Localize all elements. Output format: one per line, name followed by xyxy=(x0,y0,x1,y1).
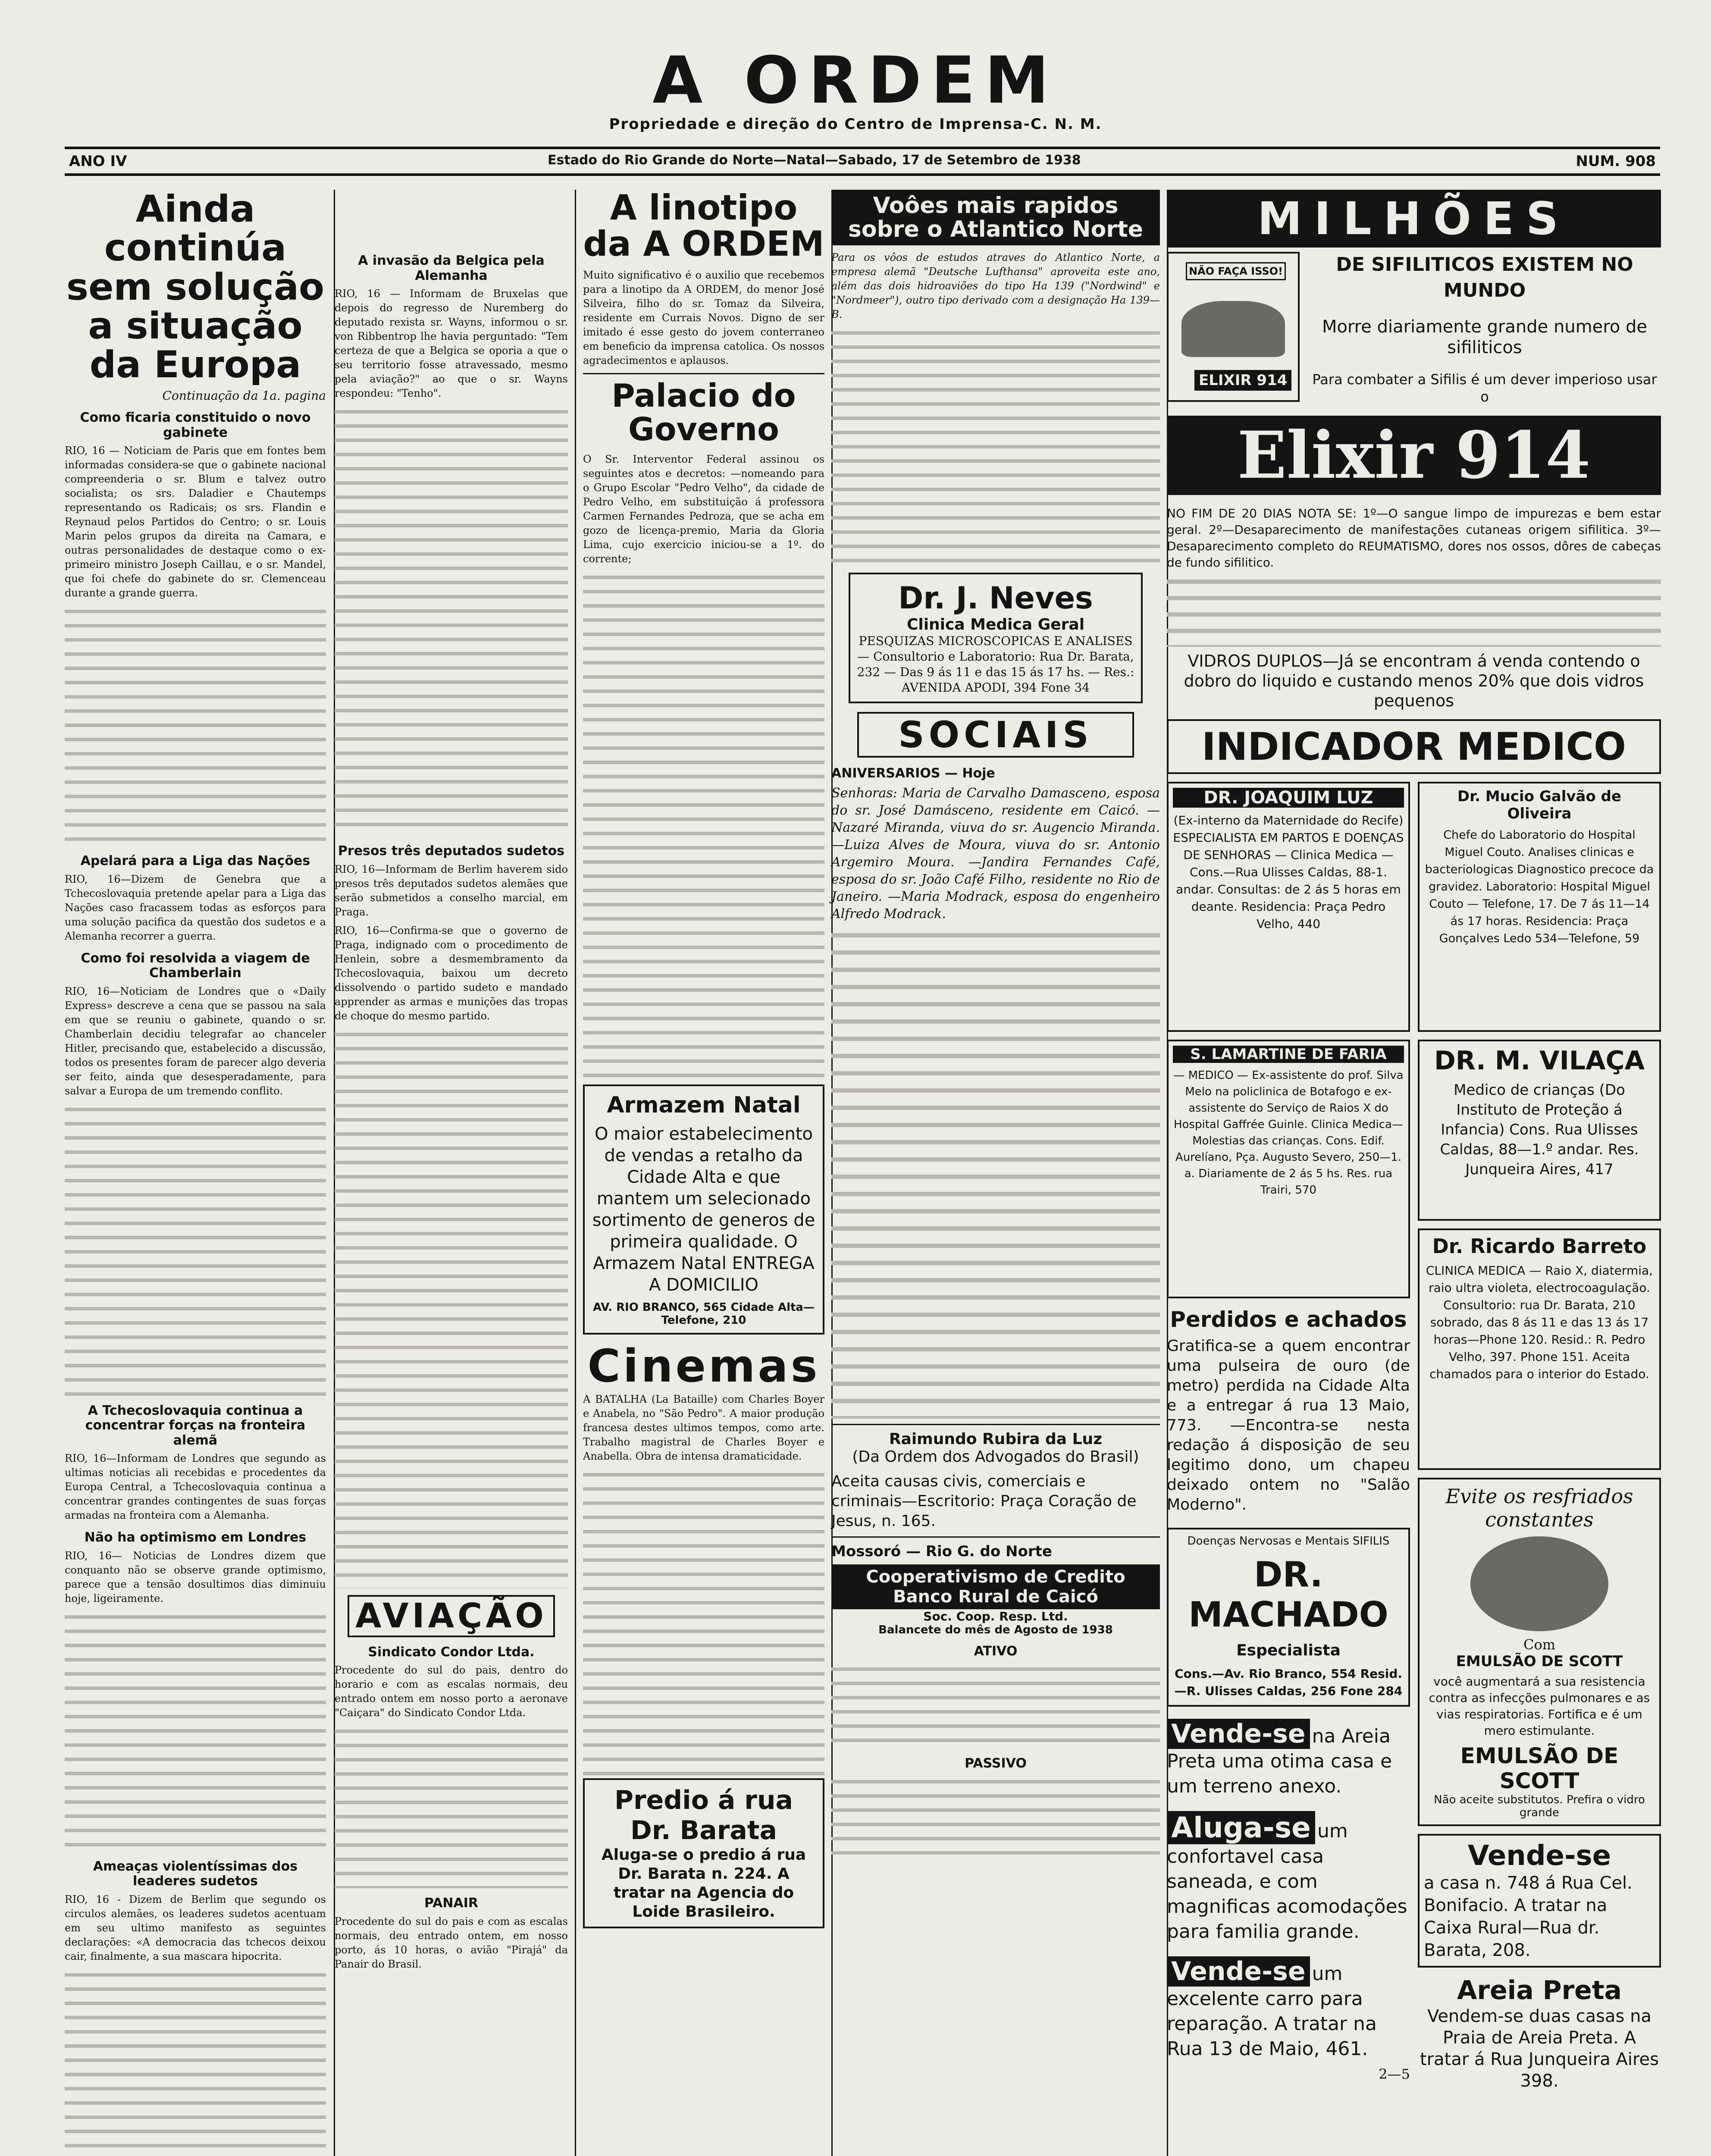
doctor-card xyxy=(1418,1228,1661,1470)
vende2-text: a casa n. 748 á Rua Cel. Bonifacio. A tratar na Caixa Rural—Rua dr. Barata, 208. xyxy=(1424,1873,1633,1960)
filler-text xyxy=(65,1968,326,2156)
filler-text xyxy=(65,1610,326,1852)
doctor-name: Dr. Ricardo Barreto xyxy=(1432,1235,1647,1258)
section-title: Ameaças violentíssimas dos leaderes sudetos xyxy=(93,1858,298,1889)
doctor-text: Medico de crianças (Do Instituto de Proteção á Infancia) Cons. Rua Ulisses Caldas, 88—1.º andar. Res. Junqueira Aires, 417 xyxy=(1440,1081,1639,1178)
perdidos-title: Perdidos e achados xyxy=(1170,1307,1407,1332)
indicador-medico: INDICADOR MEDICO xyxy=(1167,719,1661,774)
vende3-ad xyxy=(1167,1956,1410,2062)
armazem-address: AV. RIO BRANCO, 565 Cidade Alta—Telefone, 210 xyxy=(593,1301,815,1327)
date: Estado do Rio Grande do Norte—Natal—Sabado, 17 de Setembro de 1938 xyxy=(548,153,1081,168)
article-text: RIO, 16—Informam de Londres que segundo as ultimas noticias ali recebidas e procedentes da Europa Central, a Tchecoslovaquia continua a concentrar grandes contingentes de suas forças armadas na fronteira com a Alemanha. xyxy=(65,1452,326,1522)
filler-text xyxy=(831,326,1160,567)
aviacao-text: Procedente do sul do pais, dentro do horario e com as escalas normais, deu entrado ontem em nosso porto a aeronave "Caiçara" do Sindicato Condor Ltda. xyxy=(335,1664,568,1719)
areia-title: Areia Preta xyxy=(1457,1975,1622,2006)
machado-pre: Doenças Nervosas e Mentais SIFILIS xyxy=(1187,1535,1390,1548)
doctor-text: — MEDICO — Ex-assistente do prof. Silva Melo na policlinica de Botafogo e ex-assistente do Serviço de Raios X do Hospital Gaffrée Guinle. Clinica Medica—Molestias das crianças. Cons. Edif. Aurelíano, Pça. Augusto Severo, 250—1. a. Diariamente de 2 ás 5 hs. Res. rua Trairi, 570 xyxy=(1173,1069,1404,1197)
elixir-text: NO FIM DE 20 DIAS NOTA SE: 1º—O sangue limpo de impurezas e bem estar geral. 2º—Desaparecimento de manifestações cutaneas origem sifilitica. 3º—Desaparecimento completo do REUMATISMO, dores nos ossos, dôres de cabeças de fundo sifilitico. xyxy=(1167,506,1661,570)
neves-title: Dr. J. Neves xyxy=(898,580,1093,616)
doctor-text: CLINICA MEDICA — Raio X, diatermia, raio ultra violeta, electrocoagulação. Consultorio: rua Dr. Barata, 210 sobrado, das 8 ás 11 e das 13 ás 17 horas—Phone 120. Resid.: R. Pedro Velho, 397. Phone 151. Aceita chamados para o interior do Estado. xyxy=(1426,1263,1653,1381)
filler-text xyxy=(1167,573,1661,647)
machado-sub: Especialista xyxy=(1236,1642,1341,1659)
filler-text xyxy=(65,1103,326,1396)
vende2-title: Vende-se xyxy=(1467,1840,1611,1872)
areia-text: Vendem-se duas casas na Praia de Areia Preta. A tratar á Rua Junqueira Aires 398. xyxy=(1420,2006,1659,2091)
article-text: RIO, 16—Informam de Berlim haverem sido presos três deputados sudetos alemães que serão submetidos a conselho marcial, em Praga. xyxy=(335,863,568,918)
emulsao-tag: Não aceite substitutos. Prefira o vidro grande xyxy=(1434,1793,1645,1819)
article-text: RIO, 16—Confirma-se que o governo de Praga, indignado com o procedimento de Henlein, sobre a desmembramento da Tchecoslovaquia, baixou um decreto dissolvendo o partido sudeto e mandado apprender as armas e munições das tropas de choque do mesmo partido. xyxy=(335,924,568,1022)
armazem-title: Armazem Natal xyxy=(607,1092,801,1119)
filler-text xyxy=(831,1775,1160,1861)
linotipo-headline: A linotipo da A ORDEM xyxy=(583,188,824,264)
doctor-name: DR. JOAQUIM LUZ xyxy=(1173,788,1404,808)
raimundo-title: Raimundo Rubira da Luz xyxy=(889,1430,1103,1448)
article-text: RIO, 16—Noticiam de Londres que o «Daily Express» descreve a cena que se passou na sala em que se reuniu o gabinete, quando o sr. Chamberlain decidiu telegrafar ao chanceler Hitler, precisando que, estabelecido a discussão, todos os presentes foram de parecer algo deveria ser feito, ainda que desesperadamente, para salvar a Europa de um tremendo conflito. xyxy=(65,985,326,1097)
section-title: Como foi resolvida a viagem de Chamberlain xyxy=(81,950,310,981)
machado-ad xyxy=(1167,1528,1410,1707)
man-illustration xyxy=(1470,1536,1608,1631)
raimundo-text: Aceita causas civis, comerciais e criminais—Escritorio: Praça Coração de Jesus, n. 165. xyxy=(831,1472,1137,1530)
filler-text xyxy=(831,927,1160,1419)
vende1-ad xyxy=(1167,1719,1410,1799)
doctor-name: Dr. Mucio Galvão de Oliveira xyxy=(1457,788,1622,822)
banco-ativo: ATIVO xyxy=(974,1643,1018,1659)
vende3-title: Vende-se xyxy=(1167,1956,1310,1987)
elixir-banner: Elixir 914 xyxy=(1167,416,1661,495)
elixir-small-label: ELIXIR 914 xyxy=(1194,370,1291,391)
vende1-title: Vende-se xyxy=(1167,1719,1310,1749)
banco-balance: Balancete do mês de Agosto de 1938 xyxy=(878,1623,1113,1636)
filler-text xyxy=(335,1724,568,1888)
column-2 xyxy=(335,190,576,2156)
armazem-text: O maior estabelecimento de vendas a retalho da Cidade Alta e que mantem um selecionado sortimento de generos de primeira qualidade. O Armazem Natal ENTREGA A DOMICILIO xyxy=(592,1124,815,1295)
section-title: Não ha optimismo em Londres xyxy=(84,1530,307,1545)
doctor-text: Chefe do Laboratorio do Hospital Miguel Couto. Analises clinicas e bacteriologicas Diagnostico precoce da gravidez. Laboratorio: Hospital Miguel Couto — Telefone, 17. De 7 ás 11—14 ás 17 horas. Residencia: Praça Gonçalves Ledo 534—Telefone, 59 xyxy=(1425,828,1654,945)
filler-text xyxy=(335,1028,568,1588)
vidros-text: VIDROS DUPLOS—Já se encontram á venda contendo o dobro do liquido e custando menos 20% que dois vidros pequenos xyxy=(1184,652,1644,710)
aluga-ad xyxy=(1167,1811,1410,1944)
article-text: RIO, 16 - Dizem de Berlim que segundo os circulos alemães, os leaderes sudetos acentuam em seu ultimo manifesto as seguintes declarações: «A democracia das tchecos deixou cair, finalmente, a sua mascara hipocrita. xyxy=(65,1893,326,1962)
filler-text xyxy=(335,405,568,836)
cinemas-text: A BATALHA (La Bataille) com Charles Boyer e Anabela, no "São Pedro". A maior produção francesa destes ultimos tempos, como arte. Trabalho magistral de Charles Boyer e Anabella. Obra de intensa dramaticidade. xyxy=(583,1393,824,1463)
milhoes-banner: MILHÕES xyxy=(1167,190,1661,248)
emulsao-slogan: Evite os resfriados constantes xyxy=(1445,1485,1633,1531)
filler-text xyxy=(65,605,326,846)
filler-text xyxy=(583,570,824,1079)
milhoes-text3: Para combater a Sifilis é um dever imperioso usar o xyxy=(1312,371,1657,405)
milhoes-text2: Morre diariamente grande numero de sifiliticos xyxy=(1322,317,1648,357)
milhoes-text: DE SIFILITICOS EXISTEM NO MUNDO xyxy=(1336,254,1633,301)
section-title: A Tchecoslovaquia continua a concentrar forças na fronteira alemã xyxy=(85,1403,306,1448)
dateline xyxy=(65,147,1660,176)
doctor-name: DR. M. VILAÇA xyxy=(1434,1046,1645,1076)
masthead xyxy=(0,0,1711,181)
doctor-text: (Ex-interno da Maternidade do Recife) ESPECIALISTA EM PARTOS E DOENÇAS DE SENHORAS — Clinica Medica — Cons.—Rua Ulisses Caldas, 88-1. andar. Consultas: de 2 ás 5 horas em deante. Residencia: Praça Pedro Velho, 440 xyxy=(1173,813,1404,931)
newspaper-subtitle: Propriedade e direção do Centro de Imprensa-C. N. M. xyxy=(609,116,1102,133)
section-title: Apelará para a Liga das Nações xyxy=(80,853,310,869)
emulsao-label: EMULSÃO DE SCOTT xyxy=(1460,1743,1619,1793)
doctor-card xyxy=(1167,782,1410,1032)
doctor-card xyxy=(1167,1040,1410,1298)
filler-text xyxy=(831,1662,1160,1749)
perdidos-text: Gratifica-se a quem encontrar uma pulseira de ouro (de metro) perdida na Cidade Alta e a entregar á rua 13 Maio, 773. —Encontra-se nesta redação á disposição de seu legitimo dono, um chapeu deixado ontem no "Salão Moderno". xyxy=(1167,1337,1410,1514)
issue-number: NUM. 908 xyxy=(1576,153,1656,170)
armazem-ad xyxy=(583,1084,824,1335)
section-title: Como ficaria constituido o novo gabinete xyxy=(80,410,311,440)
filler-text xyxy=(583,1468,824,1778)
column-1 xyxy=(65,190,335,2156)
predio-text: Aluga-se o predio á rua Dr. Barata n. 224. A tratar na Agencia do Loide Brasileiro. xyxy=(601,1846,806,1921)
panair-text: Procedente do sul do pais e com as escalas normais, deu entrado ontem, em nosso porto, ás 10 horas, o avião "Pirajá" da Panair do Brasil. xyxy=(335,1915,568,1970)
aviacao-subtitle: Sindicato Condor Ltda. xyxy=(368,1644,535,1660)
perdidos-section xyxy=(1167,1307,1410,1515)
banco-sub: Soc. Coop. Resp. Ltd. xyxy=(923,1609,1068,1623)
machado-text: Cons.—Av. Rio Branco, 554 Resid.—R. Ulisses Caldas, 256 Fone 284 xyxy=(1174,1667,1403,1698)
neves-ad xyxy=(849,573,1143,703)
doctor-card xyxy=(1418,782,1661,1032)
areia-ad xyxy=(1418,1975,1661,2092)
palacio-headline: Palacio do Governo xyxy=(611,377,796,448)
banco-title: Cooperativismo de Credito Banco Rural de Caicó xyxy=(831,1564,1160,1609)
aviacao-title: AVIAÇÃO xyxy=(348,1595,555,1637)
newspaper-title: A ORDEM xyxy=(652,43,1059,118)
voos-text: Para os vôos de estudos atraves do Atlantico Norte, a empresa alemã "Deutsche Lufthansa" aproveita este ano, além das dois hidroaviões do tipo Ha 139 ("Nordwind" e "Nordmeer"), outro tipo derivado com a designação Ha 139—B. xyxy=(831,251,1160,321)
column-3 xyxy=(583,190,833,2156)
neves-sub: Clinica Medica Geral xyxy=(906,616,1085,634)
vende3-text: um excelente carro para reparação. A tratar na Rua 13 de Maio, 461. xyxy=(1167,1963,1377,2060)
emulsao-com: Com xyxy=(1523,1636,1556,1653)
doctor-name: S. LAMARTINE DE FARIA xyxy=(1173,1046,1404,1063)
article-text: RIO, 16—Dizem de Genebra que a Tchecoslovaquia pretende apelar para a Liga das Nações caso fracassem todas as esforços para uma solução pacifica da questão dos sudetos e a Alemanha recorrer a guerra. xyxy=(65,873,326,942)
footer-code: 2—5 xyxy=(1379,2066,1410,2082)
column-5 xyxy=(1167,190,1661,2156)
predio-ad xyxy=(583,1778,824,1928)
article-text: RIO, 16 — Noticiam de Paris que em fontes bem informadas considera-se que o gabinete nacional compreenderia o sr. Blum e talvez outro socialista; os srs. Daladier e Chautemps representando os Radicais; os srs. Flandin e Reynaud pelos Partidos do Centro; o sr. Louis Marin pelos grupos da direita na Camara, e outras personalidades de destaque como o ex-primeiro ministro Joseph Caillau, e o sr. Mandel, que foi chefe do gabinete do sr. Clemenceau durante a grande guerra. xyxy=(65,445,326,599)
voos-headline: Voôes mais rapidos sobre o Atlantico Norte xyxy=(831,190,1160,245)
sociais-title: SOCIAIS xyxy=(857,712,1134,758)
emulsao-text: você augmentará a sua resistencia contra as infecções pulmonares e as vias respiratorias. Fortifica e é um mero estimulante. xyxy=(1429,1674,1650,1738)
nao-faca-isso: NÃO FAÇA ISSO! xyxy=(1186,262,1286,280)
linotipo-text: Muito significativo é o auxilio que recebemos para a linotipo da A ORDEM, do menor José Silveira, filho do sr. Tomaz da Silveira, residente em Currais Novos. Digno de ser imitado é esse gesto do jovem conterraneo em beneficio da imprensa catolica. Os nossos agradecimentos e aplausos. xyxy=(583,269,824,367)
section-title: A invasão da Belgica pela Alemanha xyxy=(358,253,545,283)
neves-lines: PESQUIZAS MICROSCOPICAS E ANALISES — Consultorio e Laboratorio: Rua Dr. Barata, 232 — Das 9 ás 11 e das 15 ás 17 hs. — Res.: AVENIDA APODI, 394 Fone 34 xyxy=(857,634,1134,695)
banco-passivo: PASSIVO xyxy=(965,1756,1027,1771)
continuation-note: Continuação da 1a. pagina xyxy=(162,389,326,403)
sociais-text: Senhoras: Maria de Carvalho Damasceno, esposa do sr. José Damásceno, residente em Caicó. —Nazaré Miranda, viuva do sr. Augencio Miranda. —Luiza Alves de Moura, viuva do sr. Antonio Argemiro Moura. —Jandira Fernandes Café, esposa do sr. João Café Filho, residente no Rio de Janeiro. —Maria Modrack, esposa do engenheiro Alfredo Modrack. xyxy=(831,785,1160,921)
raimundo-sub: (Da Ordem dos Advogados do Brasil) xyxy=(852,1448,1139,1466)
doctor-card xyxy=(1418,1040,1661,1221)
column-4 xyxy=(831,190,1168,2156)
sociais-sub: ANIVERSARIOS — Hoje xyxy=(831,766,995,781)
palacio-text: O Sr. Interventor Federal assinou os seguintes atos e decretos: —nomeando para o Grupo Escolar "Pedro Velho", da cidade de Pedro Velho, em substituição á professora Carmen Fernandes Pedroza, que se acha em gozo de licença-premio, Maria da Gloria Lima, cujo exercicio iniciou-se a 1º. do corrente; xyxy=(583,453,824,565)
section-title: Presos três deputados sudetos xyxy=(338,843,565,859)
elixir-illustration xyxy=(1167,252,1300,402)
vende1-text: na Areia Preta uma otima casa e um terreno anexo. xyxy=(1167,1725,1392,1797)
vende2-ad xyxy=(1418,1834,1661,1968)
mossoro-label: Mossoró — Rio G. do Norte xyxy=(831,1542,1052,1560)
emulsao-ad xyxy=(1418,1478,1661,1826)
figure-illustration xyxy=(1181,301,1285,357)
article-text: RIO, 16— Noticias de Londres dizem que conquanto não se observe grande optimismo, parece que a tensão dosultimos dias diminuiu hoje, ligeiramente. xyxy=(65,1549,326,1604)
article-text: RIO, 16 — Informam de Bruxelas que depois do regresso de Nuremberg do deputado rexista sr. Wayns, informou o sr. von Ribbentrop lhe havia perguntado: "Tem certeza de que a Belgica se oporia a que o seu territorio fosse atravessado, mesmo pela aviação?" ao que o sr. Wayns respondeu: "Tenho". xyxy=(335,288,568,399)
machado-name: DR. MACHADO xyxy=(1188,1554,1388,1635)
cinemas-title: Cinemas xyxy=(587,1340,820,1393)
predio-title: Predio á rua Dr. Barata xyxy=(614,1785,793,1846)
main-headline: Ainda continúa sem solução a situação da Europa xyxy=(66,188,325,387)
aluga-text: um confortavel casa saneada, e com magnificas acomodações para familia grande. xyxy=(1167,1820,1407,1943)
emulsao-brand: EMULSÃO DE SCOTT xyxy=(1456,1653,1623,1670)
year: ANO IV xyxy=(69,153,127,170)
panair-title: PANAIR xyxy=(424,1896,479,1911)
aluga-title: Aluga-se xyxy=(1167,1811,1315,1844)
